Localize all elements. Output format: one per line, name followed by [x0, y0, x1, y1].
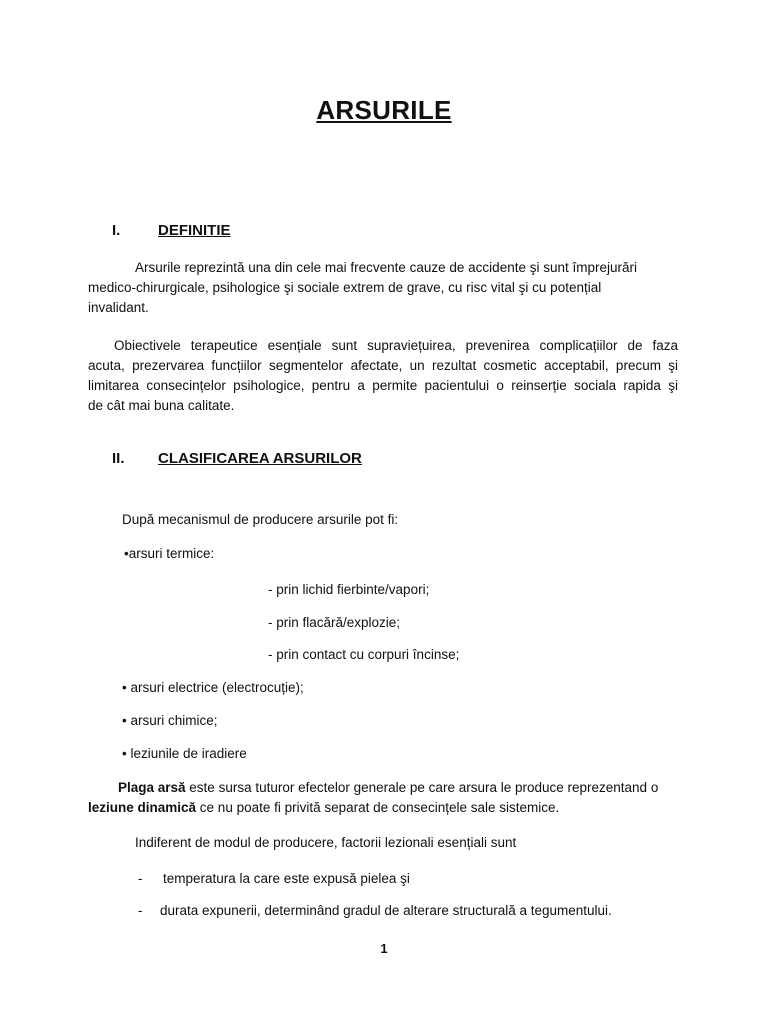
- factor-item: durata expunerii, determinând gradul de alterare structurală a tegumentului.: [160, 903, 612, 918]
- section-2-title: CLASIFICAREA ARSURILOR: [158, 450, 362, 467]
- list-item-electric: • arsuri electrice (electrocuție);: [122, 680, 304, 695]
- paragraph-line: invalidant.: [88, 300, 149, 315]
- paragraph-line: Obiectivele terapeutice esențiale sunt supraviețuirea, prevenirea complicațiilor de faza: [114, 338, 678, 353]
- factor-item: temperatura la care este expusă pielea şi: [163, 871, 410, 886]
- paragraph-line: [88, 778, 678, 798]
- sub-list-item: - prin lichid fierbinte/vapori;: [268, 582, 430, 597]
- section-2-number: II.: [112, 450, 125, 467]
- paragraph-line: limitarea consecințelor psihologice, pentru a permite pacientului o reinserție sociala rapida şi: [88, 378, 678, 393]
- definition-paragraph: [88, 258, 678, 318]
- paragraph-line: de cât mai buna calitate.: [88, 398, 235, 413]
- list-item-radiation: • leziunile de iradiere: [122, 746, 247, 761]
- list-item-thermal: •arsuri termice:: [124, 546, 215, 561]
- plaga-paragraph: [88, 778, 678, 818]
- bold-term: Plaga arsă: [118, 780, 186, 795]
- sub-list-item: - prin flacără/explozie;: [268, 615, 401, 630]
- page-title: ARSURILE: [316, 95, 452, 125]
- sub-list-item: - prin contact cu corpuri încinse;: [268, 647, 460, 662]
- classification-intro: După mecanismul de producere arsurile pot fi:: [122, 512, 399, 527]
- section-1-number: I.: [112, 222, 121, 239]
- page-number: 1: [380, 941, 388, 956]
- paragraph-line: [88, 798, 678, 818]
- paragraph-text: ce nu poate fi privită separat de consecințele sale sistemice.: [196, 800, 560, 815]
- section-1-title: DEFINITIE: [158, 222, 231, 239]
- list-item-chemical: • arsuri chimice;: [122, 713, 218, 728]
- objectives-paragraph: [88, 336, 678, 416]
- paragraph-line: Arsurile reprezintă una din cele mai frecvente cauze de accidente şi sunt împrejurări: [135, 260, 637, 275]
- paragraph-line: acuta, prezervarea funcțiilor segmentelor afectate, un rezultat cosmetic acceptabil, precum şi: [88, 358, 678, 373]
- factor-dash: -: [138, 871, 143, 886]
- bold-term: leziune dinamică: [88, 800, 197, 815]
- factors-intro: Indiferent de modul de producere, factorii lezionali esențiali sunt: [135, 835, 517, 850]
- factor-dash: -: [138, 903, 143, 918]
- paragraph-text: este sursa tuturor efectelor generale pe care arsura le produce reprezentand o: [185, 780, 659, 795]
- paragraph-line: medico-chirurgicale, psihologice şi sociale extrem de grave, cu risc vital şi cu potențial: [88, 280, 602, 295]
